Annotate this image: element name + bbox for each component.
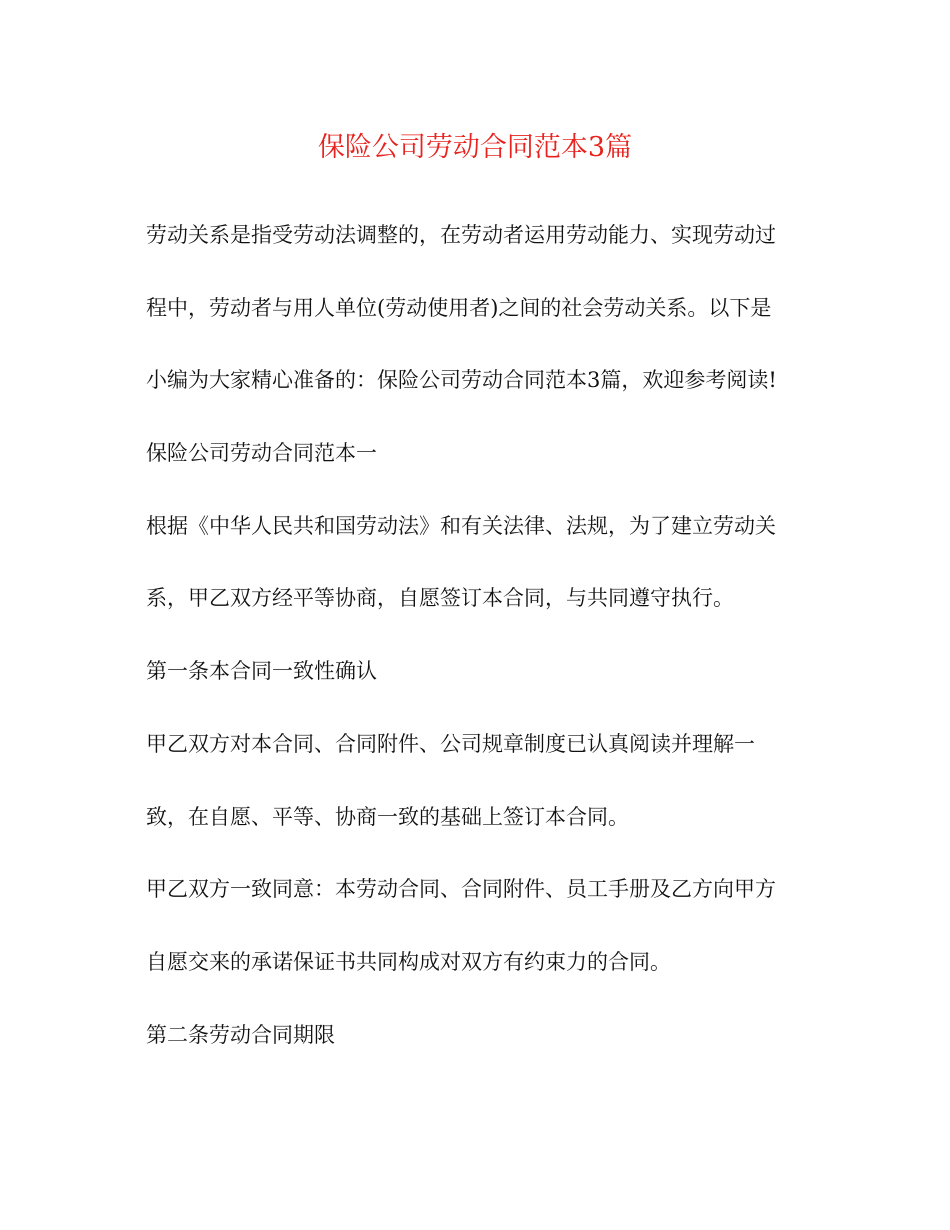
text-line-10: 甲乙双方一致同意：本劳动合同、合同附件、员工手册及乙方向甲方 [146, 877, 776, 902]
article-heading-2: 第二条劳动合同期限 [146, 1022, 335, 1047]
document-title: 保险公司劳动合同范本3篇 [317, 132, 633, 163]
section-heading-contract-one: 保险公司劳动合同范本一 [146, 441, 377, 466]
text-line-1: 劳动关系是指受劳动法调整的，在劳动者运用劳动能力、实现劳动过 [146, 223, 776, 247]
text-line-8: 甲乙双方对本合同、合同附件、公司规章制度已认真阅读并理解一 [146, 731, 755, 756]
article-heading-1: 第一条本合同一致性确认 [146, 659, 377, 684]
text-line-5: 根据《中华人民共和国劳动法》和有关法律、法规，为了建立劳动关 [146, 513, 776, 538]
text-line-6: 系，甲乙双方经平等协商，自愿签订本合同，与共同遵守执行。 [146, 586, 734, 611]
text-line-3: 小编为大家精心准备的：保险公司劳动合同范本3篇，欢迎参考阅读! [146, 368, 777, 393]
text-line-11: 自愿交来的承诺保证书共同构成对双方有约束力的合同。 [146, 949, 671, 974]
text-line-9: 致，在自愿、平等、协商一致的基础上签订本合同。 [146, 804, 629, 829]
text-line-2: 程中，劳动者与用人单位(劳动使用者)之间的社会劳动关系。以下是 [146, 295, 772, 320]
document-body [146, 215, 816, 1087]
